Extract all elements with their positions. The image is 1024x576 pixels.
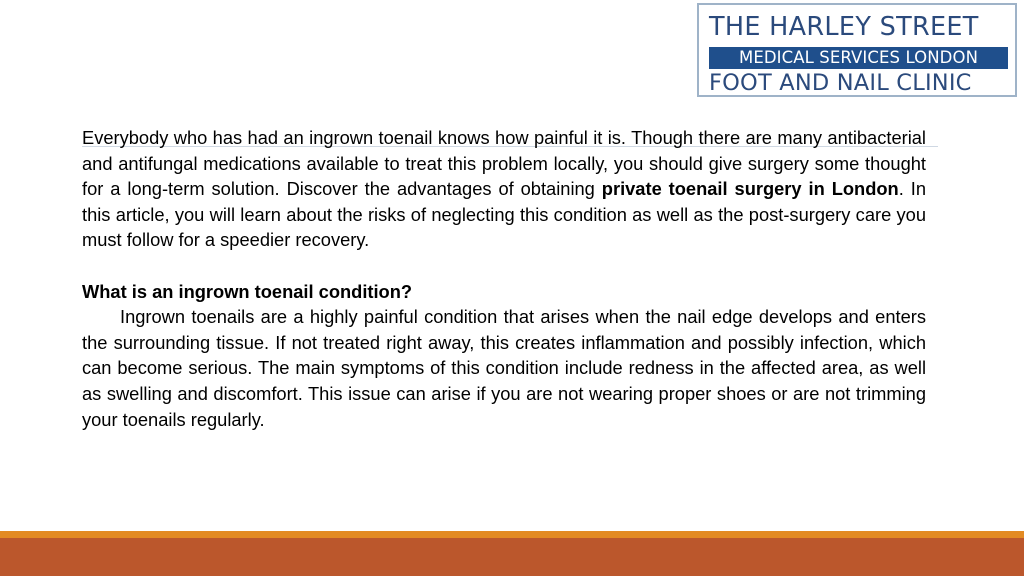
clinic-logo xyxy=(697,3,1017,97)
logo-line-2: MEDICAL SERVICES LONDON xyxy=(709,47,1008,69)
article-body xyxy=(82,125,926,432)
intro-bold-link-text: private toenail surgery in London xyxy=(601,178,899,200)
intro-text-1: Everybody who has had an ingrown toenail knows how painful it is. Though there are many antibacterial and antifungal medications available to treat this problem locally, you should give surgery some thought for a long-term solution. Discover the advantages of obtaining xyxy=(82,127,926,200)
logo-line-3: FOOT AND NAIL CLINIC xyxy=(709,70,972,96)
paragraph-gap xyxy=(82,253,926,279)
section-heading: What is an ingrown toenail condition? xyxy=(82,280,413,302)
section-paragraph: Ingrown toenails are a highly painful condition that arises when the nail edge develops and enters the surrounding tissue. If not treated right away, this creates inflammation and possibly infection, which can become serious. The main symptoms of this condition include redness in the affected area, as well as swelling and discomfort. This issue can arise if you are not wearing proper shoes or are not trimming your toenails regularly. xyxy=(82,306,926,430)
intro-paragraph xyxy=(82,125,926,253)
logo-line-1: THE HARLEY STREET xyxy=(709,12,979,42)
footer-accent-line xyxy=(0,531,1024,538)
intro-text-2: . In this article, you will learn about the risks of neglecting this condition as well as the post-surgery care you must follow for a speedier recovery. xyxy=(82,178,927,251)
footer-bar xyxy=(0,538,1024,576)
